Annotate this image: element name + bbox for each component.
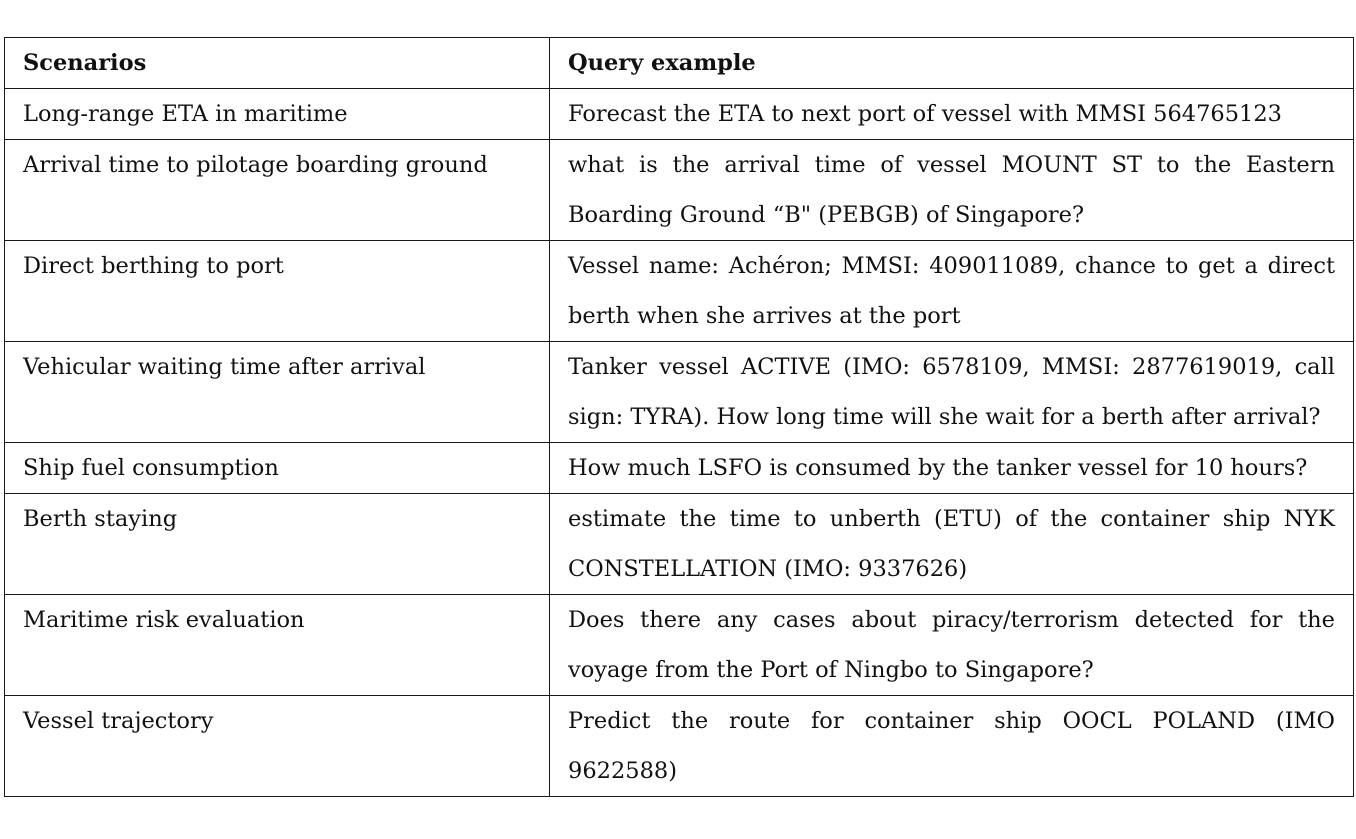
scenario-cell: Arrival time to pilotage boarding ground bbox=[5, 140, 550, 241]
header-query-example: Query example bbox=[550, 38, 1354, 89]
table-row bbox=[5, 241, 1354, 342]
header-scenarios: Scenarios bbox=[5, 38, 550, 89]
query-cell: How much LSFO is consumed by the tanker vessel for 10 hours? bbox=[550, 443, 1354, 494]
query-cell: Does there any cases about piracy/terrorism detected for the voyage from the Port of Ningbo to Singapore? bbox=[550, 595, 1354, 696]
query-cell: estimate the time to unberth (ETU) of the container ship NYK CONSTELLATION (IMO: 9337626) bbox=[550, 494, 1354, 595]
table-row bbox=[5, 89, 1354, 140]
table-row bbox=[5, 342, 1354, 443]
query-cell: what is the arrival time of vessel MOUNT ST to the Eastern Boarding Ground “B" (PEBGB) of Singapore? bbox=[550, 140, 1354, 241]
query-cell: Forecast the ETA to next port of vessel with MMSI 564765123 bbox=[550, 89, 1354, 140]
scenario-cell: Ship fuel consumption bbox=[5, 443, 550, 494]
scenario-cell: Berth staying bbox=[5, 494, 550, 595]
table-row bbox=[5, 443, 1354, 494]
query-cell: Tanker vessel ACTIVE (IMO: 6578109, MMSI: 2877619019, call sign: TYRA). How long time will she wait for a berth after arrival? bbox=[550, 342, 1354, 443]
scenario-cell: Vehicular waiting time after arrival bbox=[5, 342, 550, 443]
scenario-cell: Maritime risk evaluation bbox=[5, 595, 550, 696]
scenario-cell: Long-range ETA in maritime bbox=[5, 89, 550, 140]
scenario-cell: Direct berthing to port bbox=[5, 241, 550, 342]
table-row bbox=[5, 140, 1354, 241]
query-cell: Predict the route for container ship OOCL POLAND (IMO 9622588) bbox=[550, 696, 1354, 797]
scenario-cell: Vessel trajectory bbox=[5, 696, 550, 797]
table-row bbox=[5, 696, 1354, 797]
scenario-query-table bbox=[4, 37, 1354, 797]
table-row bbox=[5, 494, 1354, 595]
table-row bbox=[5, 595, 1354, 696]
table-header-row bbox=[5, 38, 1354, 89]
query-cell: Vessel name: Achéron; MMSI: 409011089, chance to get a direct berth when she arrives at the port bbox=[550, 241, 1354, 342]
